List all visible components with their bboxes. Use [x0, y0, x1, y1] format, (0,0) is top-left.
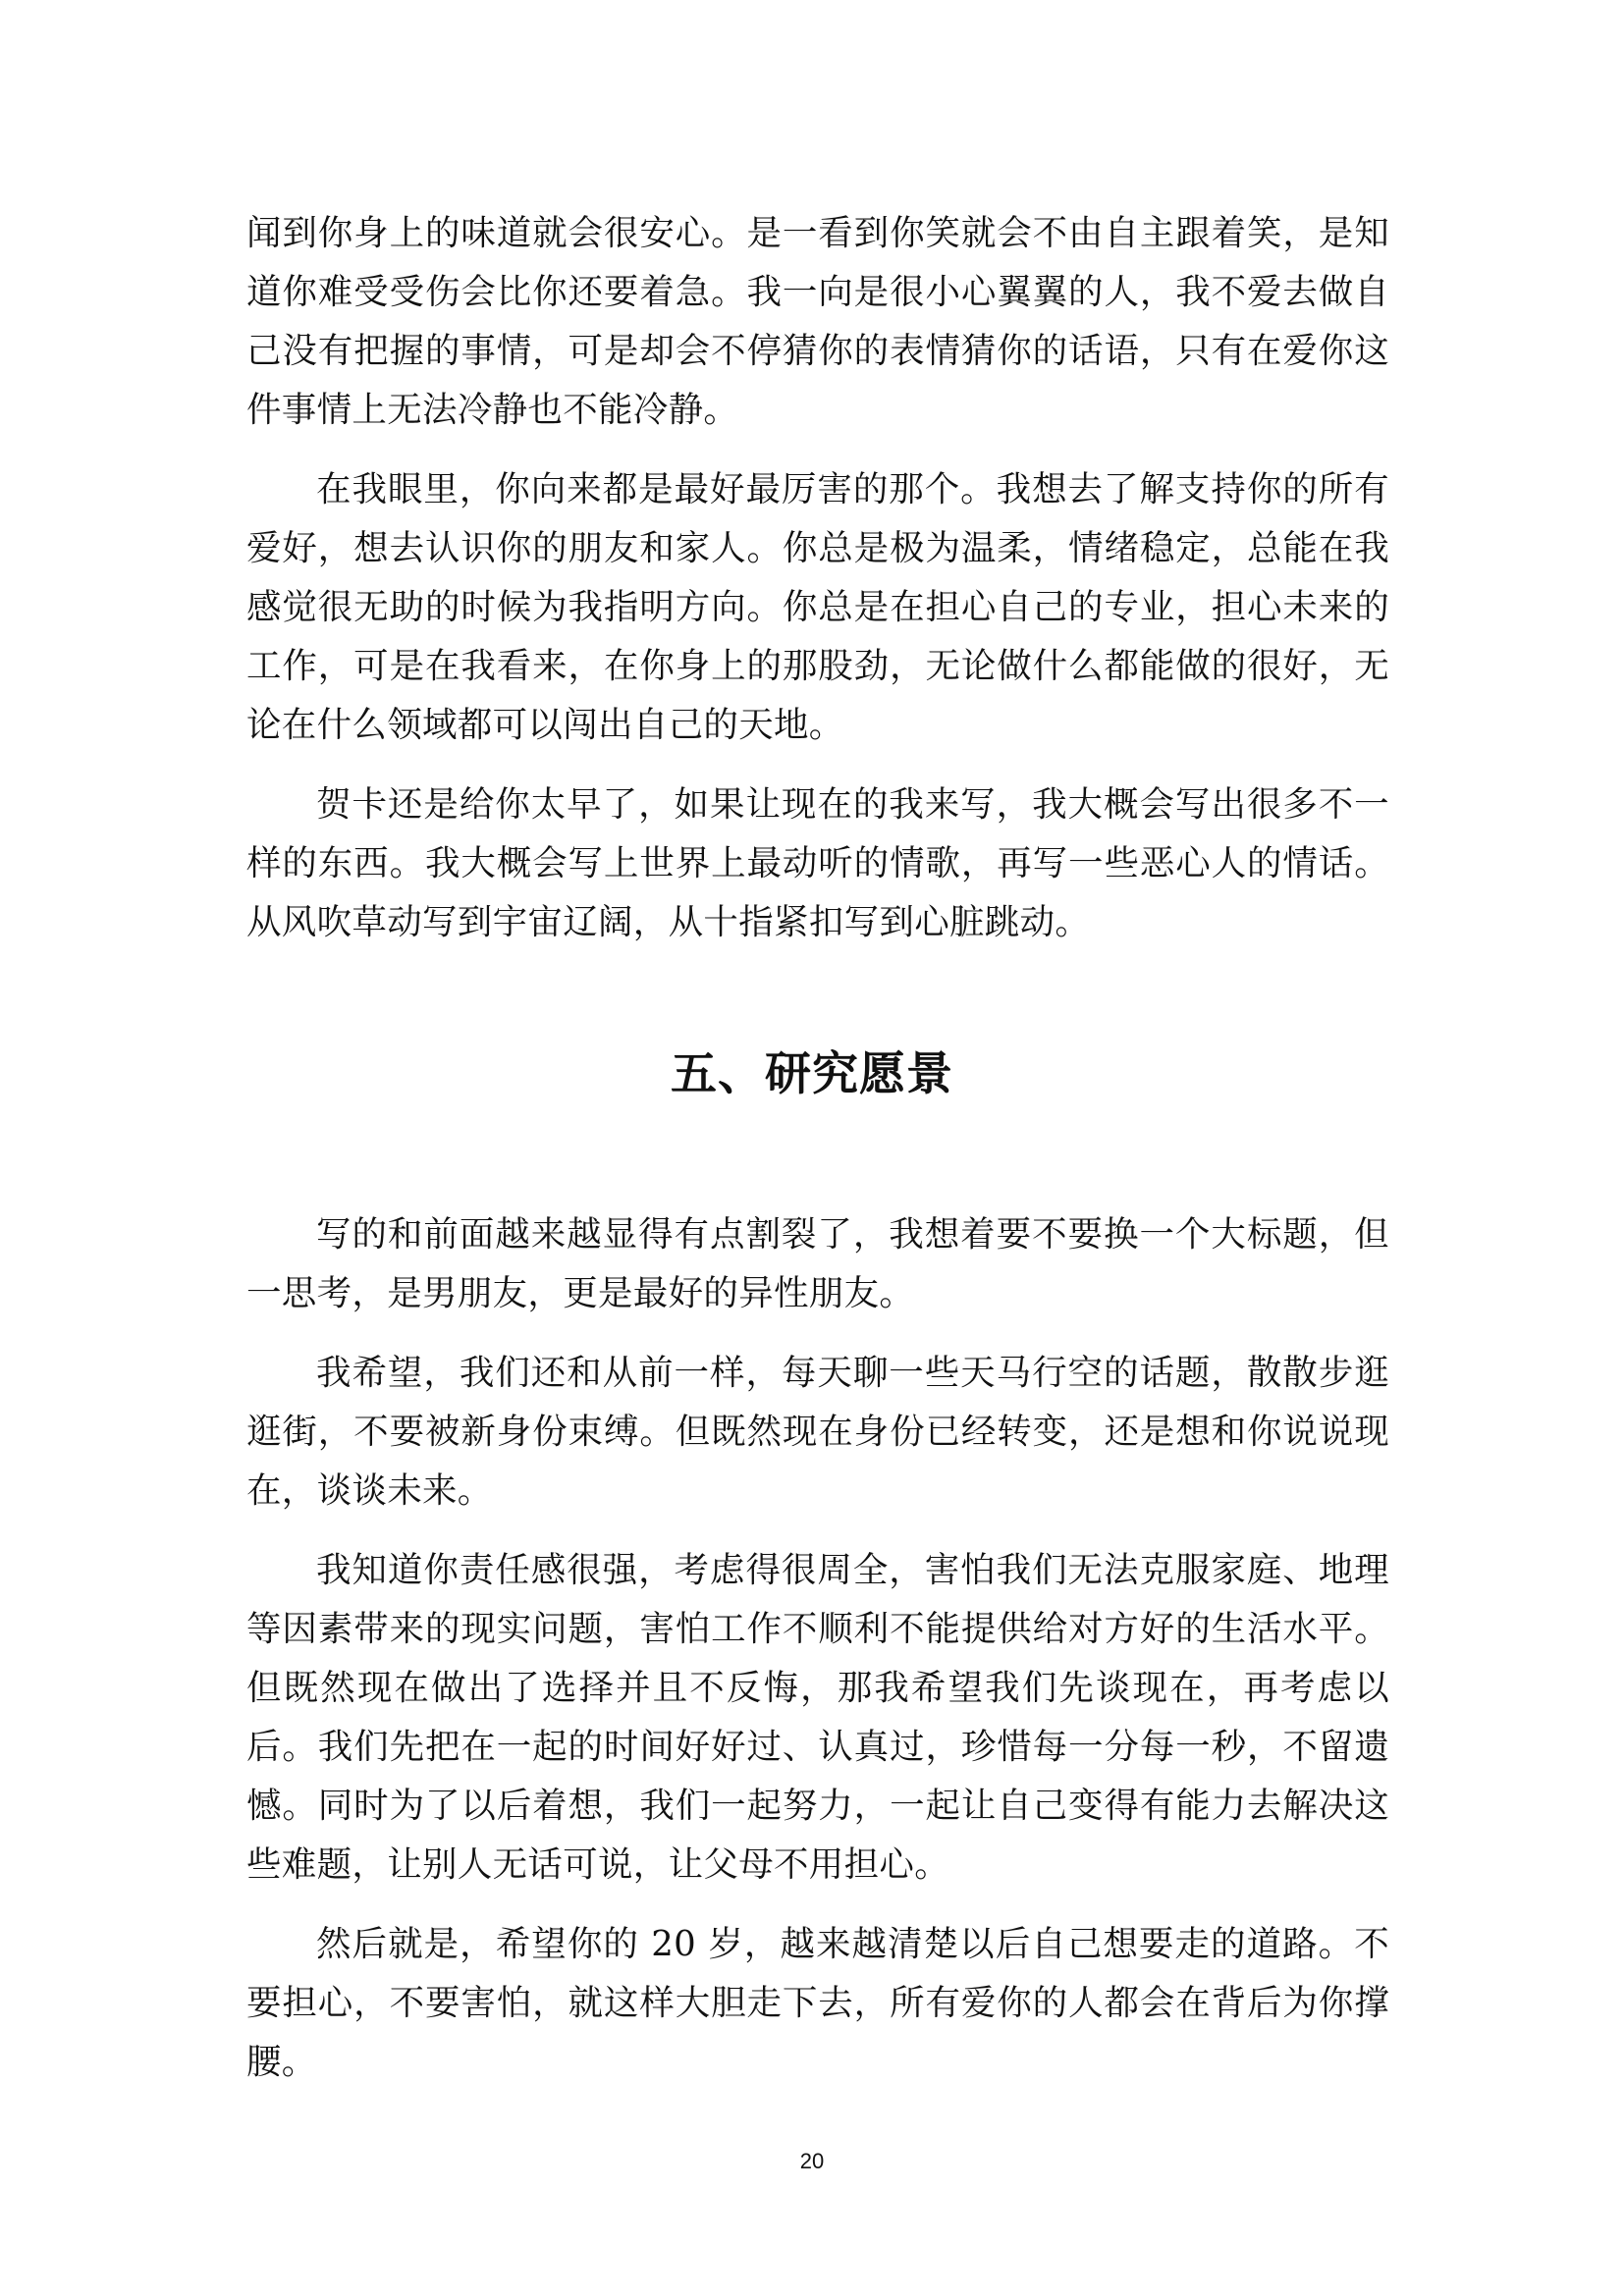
paragraph: 我知道你责任感很强，考虑得很周全，害怕我们无法克服家庭、地理等因素带来的现实问题，害怕工作不顺利不能提供给对方好的生活水平。但既然现在做出了选择并且不反悔，那我希望我们先谈现在，再考虑以后。我们先把在一起的时间好好过、认真过，珍惜每一分每一秒，不留遗憾。同时为了以后着想，我们一起努力，一起让自己变得有能力去解决这些难题，让别人无话可说，让父母不用担心。	[246, 1550, 1389, 1885]
page-number: 20	[799, 2149, 825, 2173]
paragraph: 贺卡还是给你太早了，如果让现在的我来写，我大概会写出很多不一样的东西。我大概会写上世界上最动听的情歌，再写一些恶心人的情话。从风吹草动写到宇宙辽阔，从十指紧扣写到心脏跳动。	[246, 784, 1389, 942]
paragraph: 我希望，我们还和从前一样，每天聊一些天马行空的话题，散散步逛逛街，不要被新身份束缚。但既然现在身份已经转变，还是想和你说说现在，谈谈未来。	[246, 1353, 1389, 1511]
paragraph-continued: 闻到你身上的味道就会很安心。是一看到你笑就会不由自主跟着笑，是知道你难受受伤会比你还要着急。我一向是很小心翼翼的人，我不爱去做自己没有把握的事情，可是却会不停猜你的表情猜你的话语，只有在爱你这件事情上无法冷静也不能冷静。	[246, 213, 1389, 430]
paragraph: 然后就是，希望你的 20 岁，越来越清楚以后自己想要走的道路。不要担心，不要害怕，就这样大胆走下去，所有爱你的人都会在背后为你撑腰。	[246, 1924, 1389, 2082]
paragraph: 在我眼里，你向来都是最好最厉害的那个。我想去了解支持你的所有爱好，想去认识你的朋友和家人。你总是极为温柔，情绪稳定，总能在我感觉很无助的时候为我指明方向。你总是在担心自己的专业，担心未来的工作，可是在我看来，在你身上的那股劲，无论做什么都能做的很好，无论在什么领域都可以闯出自己的天地。	[246, 469, 1389, 745]
body-text-top	[246, 204, 1389, 952]
section-heading: 五、研究愿景	[671, 1047, 953, 1101]
body-text-bottom	[246, 1205, 1389, 2092]
paragraph: 写的和前面越来越显得有点割裂了，我想着要不要换一个大标题，但一思考，是男朋友，更是最好的异性朋友。	[246, 1214, 1389, 1313]
